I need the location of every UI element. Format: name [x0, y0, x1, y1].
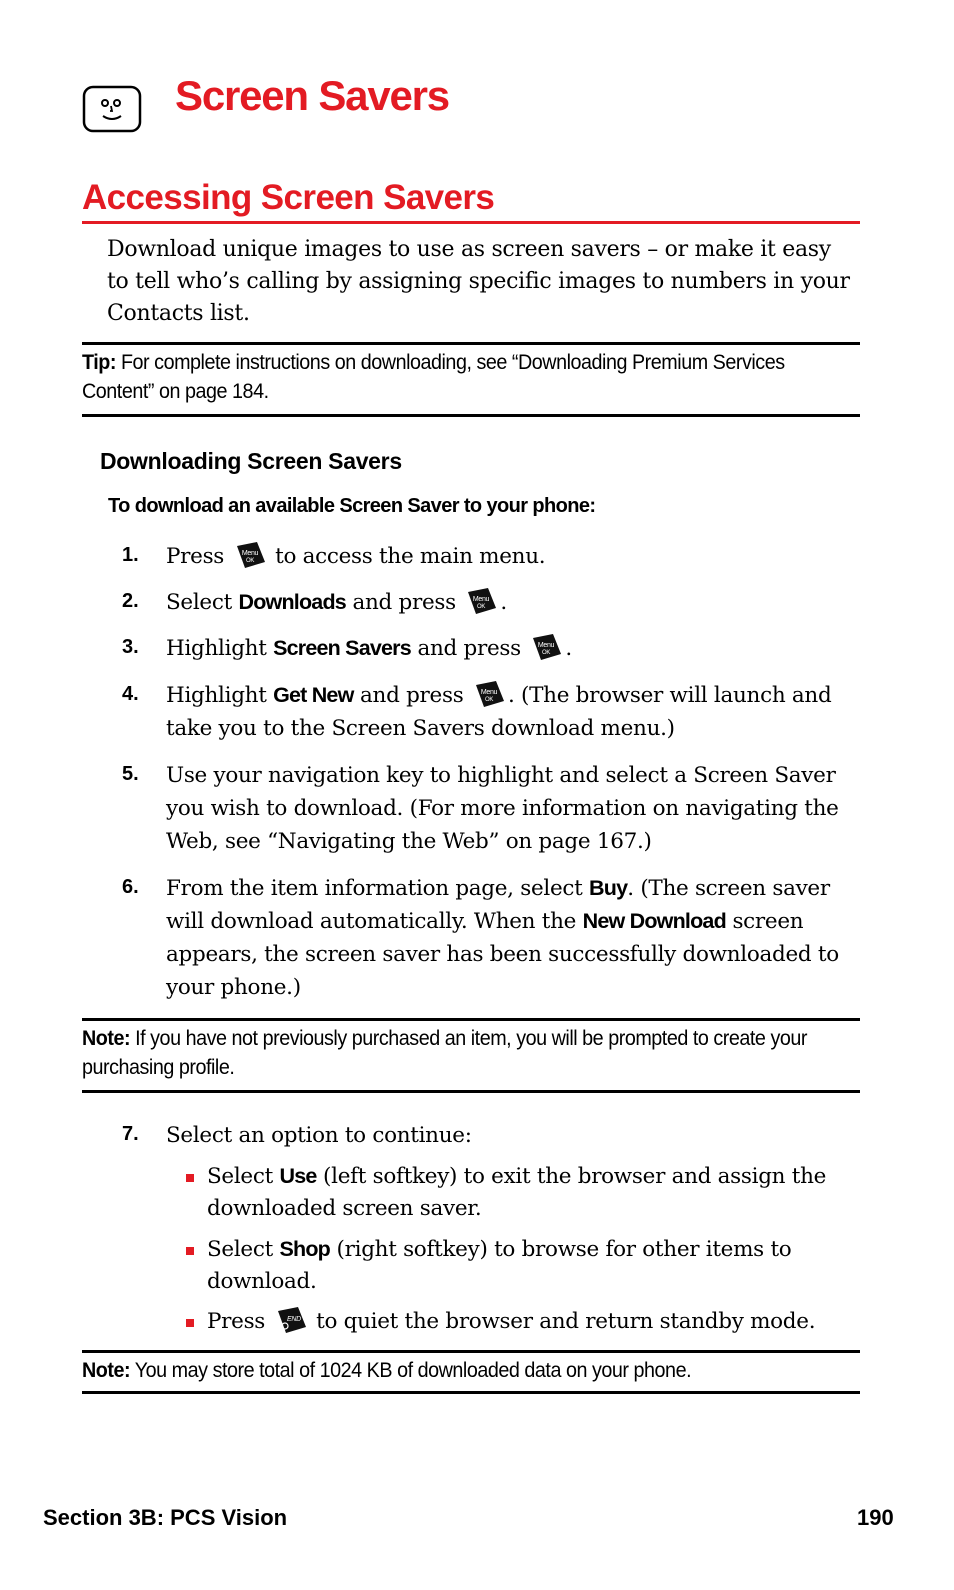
- svg-text:OK: OK: [477, 604, 486, 610]
- tip-bottom-rule: [82, 414, 860, 417]
- step-number: 2.: [122, 590, 139, 612]
- svg-text:Menu: Menu: [480, 689, 498, 696]
- tip-top-rule: [82, 342, 860, 345]
- tip-label: Tip:: [82, 351, 116, 374]
- bullet-marker: [186, 1319, 194, 1327]
- tip-text: For complete instructions on downloading, see “Downloading Premium Services Content” on page 184.: [82, 351, 785, 403]
- step-text: Highlight Get New and press Menu OK . (The browser will launch and take you to the Screen Savers download menu.): [166, 679, 861, 745]
- menu-ok-key-icon: [464, 586, 498, 616]
- step-number: 3.: [122, 636, 139, 658]
- step-text: Select Downloads and press Menu OK .: [166, 586, 861, 619]
- tip-box: [82, 348, 813, 406]
- lead-in: To download an available Screen Saver to your phone:: [108, 495, 596, 517]
- note1-label: Note:: [82, 1027, 131, 1050]
- menu-term-new-download: New Download: [582, 909, 726, 933]
- intro-paragraph: Download unique images to use as screen savers – or make it easy to tell who’s calling by assigning specific images to numbers in your Contacts list.: [107, 237, 850, 326]
- bullet-marker: [186, 1174, 194, 1182]
- note1-text: If you have not previously purchased an item, you will be prompted to create your purchasing profile.: [82, 1027, 807, 1079]
- page-number: 190: [857, 1505, 894, 1530]
- step-text: From the item information page, select Buy. (The screen saver will download automatically. When the New Download screen appears, the screen saver has been successfully downloaded to your phone.): [166, 876, 839, 1000]
- svg-text:Menu: Menu: [538, 642, 555, 649]
- end-key-icon: [274, 1305, 308, 1335]
- menu-term-get-new: Get New: [273, 683, 354, 707]
- softkey-term-use: Use: [279, 1164, 317, 1188]
- bullet-use: Select Use (left softkey) to exit the browser and assign the downloaded screen saver.: [207, 1164, 827, 1221]
- note1-bottom-rule: [82, 1090, 860, 1093]
- note1-top-rule: [82, 1018, 860, 1021]
- bullet-end: Press END to quiet the browser and return standby mode.: [207, 1305, 857, 1338]
- step-text: Press Menu OK to access the main menu.: [166, 540, 861, 573]
- note2-top-rule: [82, 1350, 860, 1353]
- note2-box: [82, 1356, 813, 1385]
- menu-term-downloads: Downloads: [238, 590, 346, 614]
- menu-ok-key-icon: [472, 679, 506, 709]
- menu-ok-key-icon: [529, 632, 563, 662]
- step-text: Select an option to continue:: [166, 1123, 472, 1148]
- step-number: 5.: [122, 763, 139, 785]
- step-text: Use your navigation key to highlight and select a Screen Saver you wish to download. (For more information on navigating the Web, see “Navigating the Web” on page 167.): [166, 763, 839, 854]
- svg-text:END: END: [286, 1316, 301, 1323]
- subheading: Downloading Screen Savers: [100, 448, 402, 474]
- note2-label: Note:: [82, 1359, 131, 1382]
- svg-text:OK: OK: [245, 558, 254, 564]
- step-text: Highlight Screen Savers and press Menu OK .: [166, 632, 861, 665]
- softkey-term-shop: Shop: [279, 1237, 331, 1261]
- screen-saver-face-icon: [82, 84, 142, 134]
- section-title: Accessing Screen Savers: [82, 178, 495, 217]
- note1-box: [82, 1024, 813, 1082]
- note2-bottom-rule: [82, 1391, 860, 1394]
- svg-text:Menu: Menu: [473, 596, 490, 603]
- chapter-title: Screen Savers: [175, 72, 449, 119]
- menu-term-buy: Buy: [589, 876, 628, 900]
- menu-ok-key-icon: [233, 540, 267, 570]
- section-title-rule: [82, 221, 860, 224]
- svg-text:Menu: Menu: [241, 550, 258, 557]
- menu-term-screen-savers: Screen Savers: [273, 636, 411, 660]
- bullet-shop: Select Shop (right softkey) to browse for other items to download.: [207, 1237, 792, 1294]
- step-number: 7.: [122, 1123, 139, 1145]
- footer-section: Section 3B: PCS Vision: [43, 1505, 288, 1530]
- svg-text:OK: OK: [542, 650, 551, 656]
- bullet-marker: [186, 1247, 194, 1255]
- svg-text:OK: OK: [484, 697, 494, 703]
- step-number: 4.: [122, 683, 139, 705]
- step-number: 1.: [122, 544, 139, 566]
- note2-text: You may store total of 1024 KB of downloaded data on your phone.: [130, 1359, 692, 1382]
- step-number: 6.: [122, 876, 139, 898]
